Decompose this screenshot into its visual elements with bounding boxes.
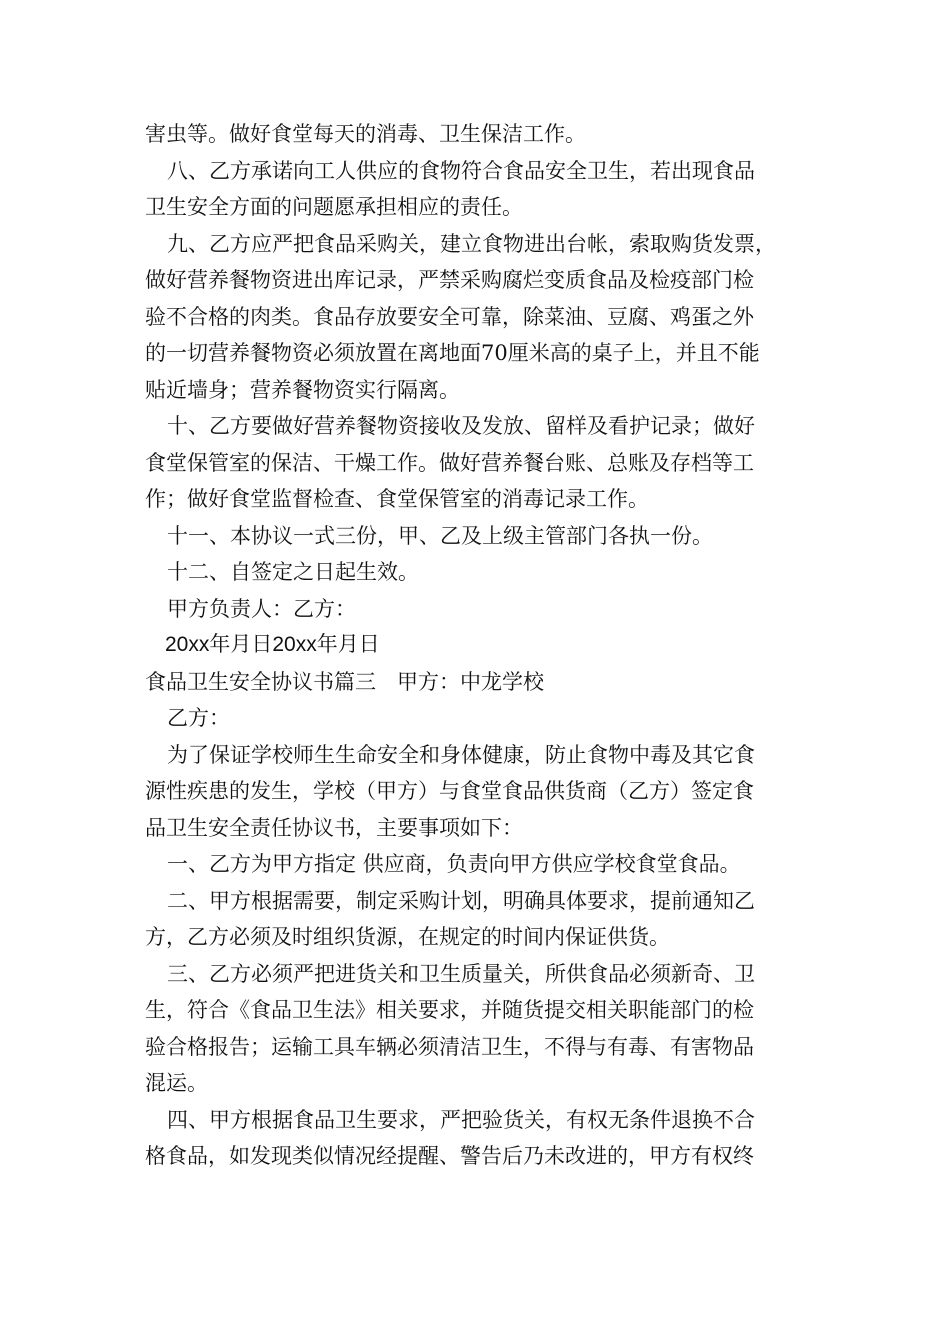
document-body xyxy=(145,116,815,1175)
text-line: 乙方： xyxy=(167,706,230,730)
date-line: 20xx年月日20xx年月日 xyxy=(165,633,380,656)
text-line: 方，乙方必须及时组织货源，在规定的时间内保证供货。 xyxy=(145,925,670,949)
text-line: 的一切营养餐物资必须放置在离地面70厘米高的桌子上，并且不能 xyxy=(145,341,760,365)
text-line: 源性疾患的发生，学校（甲方）与食堂食品供货商（乙方）签定食 xyxy=(145,779,754,803)
text-line: 二、甲方根据需要，制定采购计划，明确具体要求，提前通知乙 xyxy=(167,888,755,913)
text-line: 十、乙方要做好营养餐物资接收及发放、留样及看护记录；做好 xyxy=(167,414,755,438)
text-line: 害虫等。做好食堂每天的消毒、卫生保洁工作。 xyxy=(145,122,586,146)
text-line: 格食品，如发现类似情况经提醒、警告后乃未改进的，甲方有权终 xyxy=(145,1144,754,1168)
text-line: 为了保证学校师生生命安全和身体健康，防止食物中毒及其它食 xyxy=(167,742,755,767)
text-line: 十一、本协议一式三份，甲、乙及上级主管部门各执一份。 xyxy=(167,523,713,548)
text-line: 品卫生安全责任协议书，主要事项如下： xyxy=(145,815,523,840)
text-line: 十二、自签定之日起生效。 xyxy=(167,560,419,584)
text-line: 四、甲方根据食品卫生要求，严把验货关，有权无条件退换不合 xyxy=(167,1107,755,1132)
text-line: 作；做好食堂监督检查、食堂保管室的消毒记录工作。 xyxy=(145,487,649,511)
text-line: 生，符合《食品卫生法》相关要求，并随货提交相关职能部门的检 xyxy=(145,998,754,1022)
text-line: 食堂保管室的保洁、干燥工作。做好营养餐台账、总账及存档等工 xyxy=(145,450,754,475)
signature-line: 甲方负责人：乙方： xyxy=(167,596,356,621)
text-line: 混运。 xyxy=(145,1071,208,1095)
text-line: 九、乙方应严把食品采购关，建立食物进出台帐，索取购货发票， xyxy=(167,231,776,256)
text-line: 卫生安全方面的问题愿承担相应的责任。 xyxy=(145,195,523,219)
text-line: 做好营养餐物资进出库记录，严禁采购腐烂变质食品及检疫部门检 xyxy=(145,268,754,292)
text-line: 一、乙方为甲方指定 供应商，负责向甲方供应学校食堂食品。 xyxy=(167,852,741,876)
section-heading: 食品卫生安全协议书篇三 甲方：中龙学校 xyxy=(145,669,544,694)
text-line: 三、乙方必须严把进货关和卫生质量关，所供食品必须新奇、卫 xyxy=(167,961,755,986)
text-line: 贴近墙身；营养餐物资实行隔离。 xyxy=(145,377,460,402)
text-line: 八、乙方承诺向工人供应的食物符合食品安全卫生，若出现食品 xyxy=(167,158,755,183)
text-line: 验合格报告；运输工具车辆必须清洁卫生，不得与有毒、有害物品 xyxy=(145,1034,754,1059)
text-line: 验不合格的肉类。食品存放要安全可靠，除菜油、豆腐、鸡蛋之外 xyxy=(145,304,754,329)
